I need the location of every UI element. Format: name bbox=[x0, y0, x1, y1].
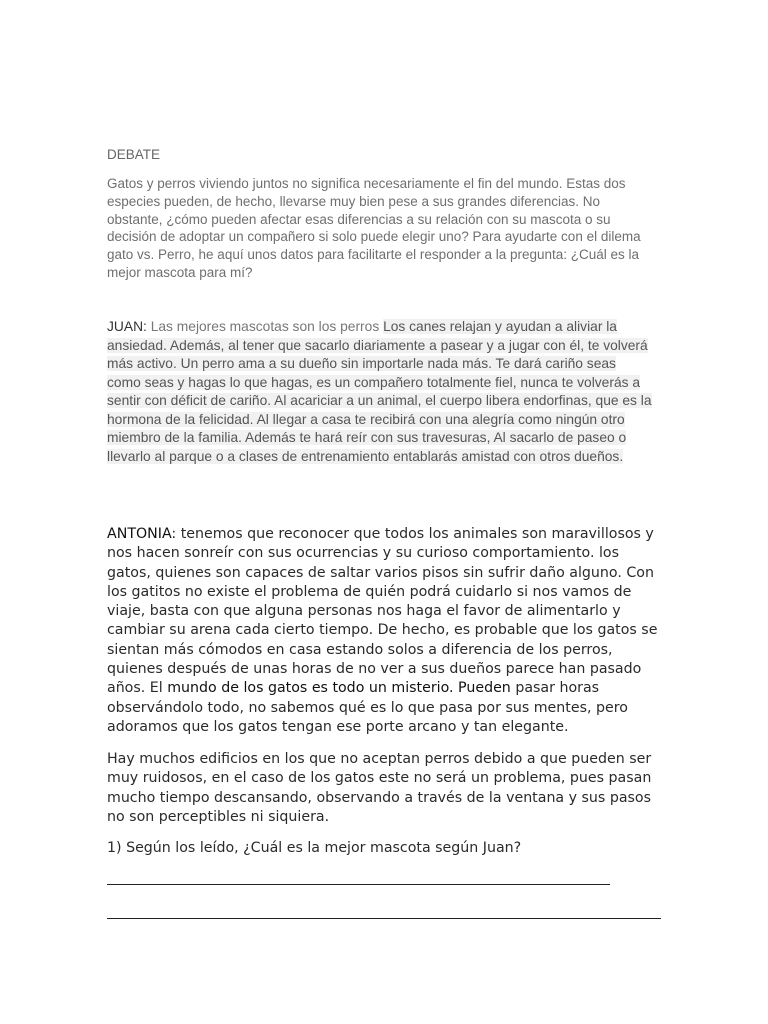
juan-lead: Las mejores mascotas son los perros bbox=[150, 319, 384, 334]
juan-paragraph bbox=[107, 318, 652, 466]
answer-line-1 bbox=[107, 884, 610, 885]
buildings-paragraph: Hay muchos edificios en los que no aceptan perros debido a que pueden ser muy ruidosos, en el caso de los gatos este no será un problema, pues pasan mucho tiempo descansando, observando a través de la ventana y sus pasos no son perceptibles ni siquiera. bbox=[107, 751, 652, 825]
juan-separator: : bbox=[143, 319, 151, 334]
intro-paragraph: Gatos y perros viviendo juntos no significa necesariamente el fin del mundo. Estas dos especies pueden, de hecho, llevarse muy bien pese a sus grandes diferencias. No obstante, ¿cómo pueden afectar esas diferencias a su relación con su mascota o su decisión de adoptar un compañero si solo puede elegir uno? Para ayudarte con el dilema gato vs. Perro, he aquí unos datos para facilitarte el responder a la pregunta: ¿Cuál es la mejor mascota para mí? bbox=[107, 176, 641, 280]
juan-body: Los canes relajan y ayudan a aliviar la ansiedad. Además, al tener que sacarlo diariamente a pasear y a jugar con él, te volverá más activo. Un perro ama a su dueño sin importarle nada más. Te dará cariño seas como seas y hagas lo que hagas, es un compañero totalmente fiel, nunca te volverás a sentir con déficit de cariño. Al acariciar a un animal, el cuerpo libera endorfinas, que es la hormona de la felicidad. Al llegar a casa te recibirá con una alegría como ningún otro miembro de la familia. Además te hará reír con sus travesuras, Al sacarlo de paseo o llevarlo al parque o a clases de entrenamiento entablarás amistad con otros dueños. bbox=[107, 319, 652, 464]
antonia-text-part2: pasar horas observándolo todo, no sabemos qué es lo que pasa por sus mentes, pero adoramos que los gatos tengan ese porte arcano y tan elegante. bbox=[107, 680, 628, 735]
antonia-text-part1: : tenemos que reconocer que todos los animales son maravillosos y nos hacen sonreír con sus ocurrencias y su curioso comportamiento. los gatos, quienes son capaces de saltar varios pisos sin sufrir daño alguno. Con los gatitos no existe el problema de quién podrá cuidarlo si nos vamos de viaje, basta con que alguna personas nos haga el favor de alimentarlo y cambiar su arena cada cierto tiempo. De hecho, es probable que los gatos se sientan más cómodos en casa estando solos a diferencia de los perros, quienes después de unas horas de no ver a sus dueños parece han pasado años. El bbox=[107, 526, 658, 697]
antonia-highlight: mundo de los gatos es todo un misterio. Pueden bbox=[167, 680, 511, 697]
question-1: 1) Según los leído, ¿Cuál es la mejor mascota según Juan? bbox=[107, 840, 522, 856]
document-title: DEBATE bbox=[107, 147, 161, 162]
juan-speaker: JUAN bbox=[107, 319, 144, 334]
antonia-speaker: ANTONIA bbox=[107, 526, 172, 542]
answer-line-2 bbox=[107, 918, 661, 919]
antonia-paragraph bbox=[107, 525, 667, 737]
